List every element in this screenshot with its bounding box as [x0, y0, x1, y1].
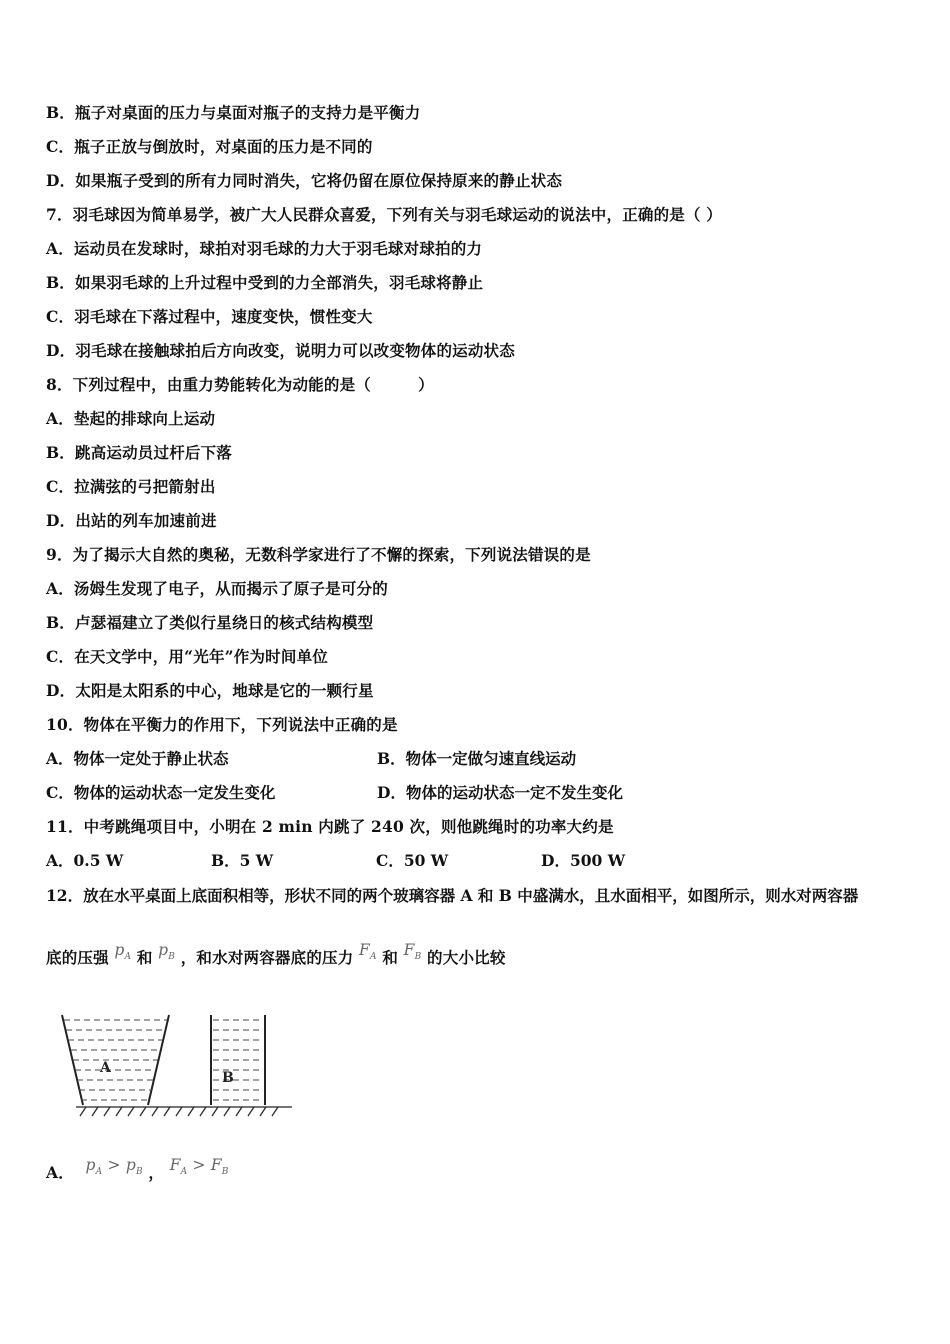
q9-option-b: B．卢瑟福建立了类似行星绕日的核式结构模型: [46, 613, 374, 632]
q11-option-a: A．0.5 W: [46, 851, 124, 870]
q10-option-c: C．物体的运动状态一定发生变化: [46, 783, 276, 802]
q9-option-c: C．在天文学中，用“光年”作为时间单位: [46, 647, 328, 666]
q9-option-d: D．太阳是太阳系的中心，地球是它的一颗行星: [46, 681, 374, 700]
q8-option-d: D．出站的列车加速前进: [46, 511, 217, 530]
containers-figure: [56, 1010, 296, 1120]
container-a-label: A: [100, 1060, 111, 1076]
q10-option-b: B．物体一定做匀速直线运动: [377, 749, 577, 768]
q6-option-d: D．如果瓶子受到的所有力同时消失，它将仍留在原位保持原来的静止状态: [46, 171, 563, 190]
q12-stem-line2: 底的压强 $p_A$ 和 $p_B$ ，和水对两容器底的压力 $F_A$ 和 $F_B$ 的大小比较: [46, 941, 506, 967]
q6-option-c: C．瓶子正放与倒放时，对桌面的压力是不同的: [46, 137, 373, 156]
q11-option-d: D．500 W: [541, 851, 626, 870]
q10-option-d: D．物体的运动状态一定不发生变化: [377, 783, 623, 802]
q8-option-c: C．拉满弦的弓把箭射出: [46, 477, 216, 496]
q8-stem: 8．下列过程中，由重力势能转化为动能的是（ ）: [46, 375, 434, 394]
q7-option-c: C．羽毛球在下落过程中，速度变快，惯性变大: [46, 307, 373, 326]
q12-stem-line1: 12．放在水平桌面上底面积相等，形状不同的两个玻璃容器 A 和 B 中盛满水，且水面相平，如图所示，则水对两容器: [46, 886, 859, 905]
q9-stem: 9．为了揭示大自然的奥秘，无数科学家进行了不懈的探索，下列说法错误的是: [46, 545, 591, 564]
math-FA: $F_A$: [359, 941, 377, 963]
container-b: [211, 1015, 265, 1105]
q9-option-a: A．汤姆生发现了电子，从而揭示了原子是可分的: [46, 579, 388, 598]
container-b-label: B: [222, 1070, 234, 1086]
q7-stem: 7．羽毛球因为简单易学，被广大人民群众喜爱，下列有关与羽毛球运动的说法中，正确的是（ ）: [46, 205, 722, 224]
math-FB: $F_B$: [403, 941, 422, 963]
q11-option-b: B．5 W: [211, 851, 274, 870]
q6-option-b: B．瓶子对桌面的压力与桌面对瓶子的支持力是平衡力: [46, 103, 421, 122]
q7-option-a: A．运动员在发球时，球拍对羽毛球的力大于羽毛球对球拍的力: [46, 239, 483, 258]
q7-option-d: D．羽毛球在接触球拍后方向改变，说明力可以改变物体的运动状态: [46, 341, 515, 360]
q8-option-a: A．垫起的排球向上运动: [46, 409, 216, 428]
q10-option-a: A．物体一定处于静止状态: [46, 749, 229, 768]
q10-stem: 10．物体在平衡力的作用下，下列说法中正确的是: [46, 715, 398, 734]
math-pB: $p_B$: [158, 941, 176, 963]
q11-option-c: C．50 W: [376, 851, 449, 870]
q12-option-a: A． $p_A > p_B$ ， $F_A > F_B$: [46, 1156, 229, 1182]
table-surface: [76, 1107, 292, 1116]
q11-stem: 11．中考跳绳项目中，小明在 2 min 内跳了 240 次，则他跳绳时的功率大约是: [46, 817, 614, 836]
q8-option-b: B．跳高运动员过杆后下落: [46, 443, 233, 462]
math-pA: $p_A$: [114, 941, 132, 963]
q7-option-b: B．如果羽毛球的上升过程中受到的力全部消失，羽毛球将静止: [46, 273, 484, 292]
container-a: [62, 1015, 169, 1105]
